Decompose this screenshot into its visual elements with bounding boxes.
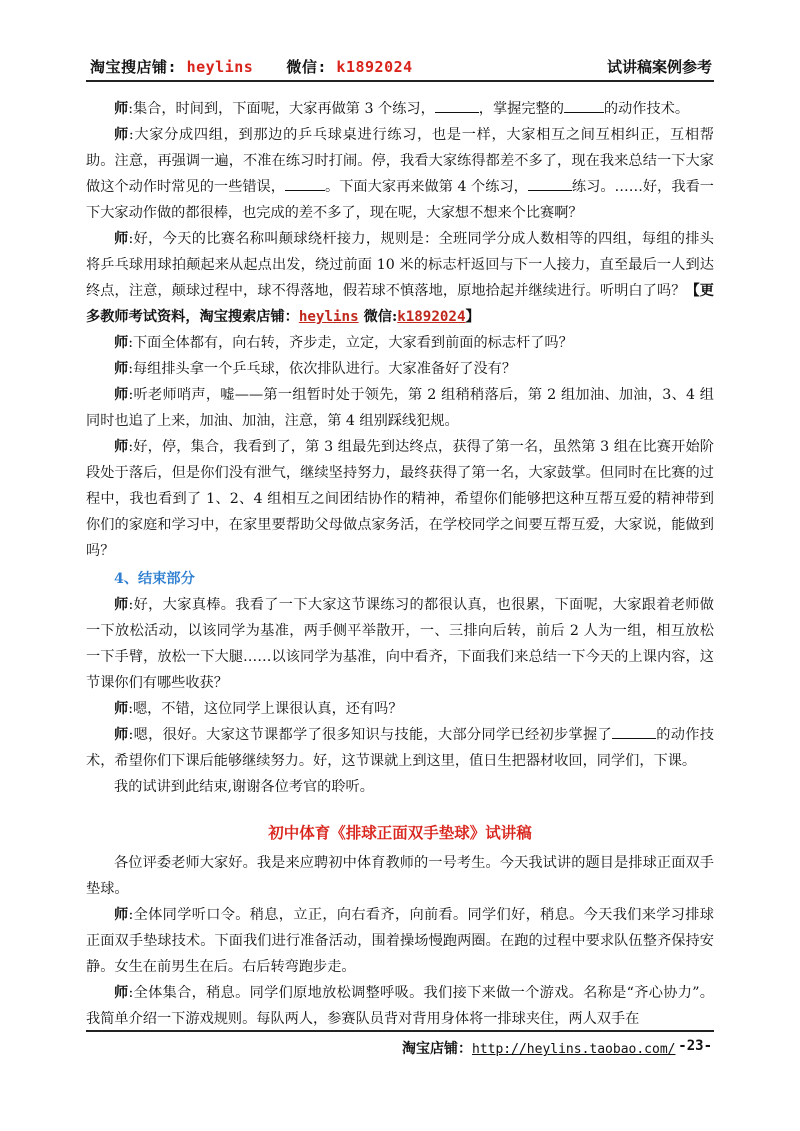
fill-blank [564,98,604,113]
paragraph-text: :好，大家真棒。我看了一下大家这节课练习的都很认真，也很累，下面呢，大家跟着老师做一下放松活动，以该同学为基准，两手侧平举散开，一、三排向后转，前后 2 人为一组，相互放松一下手臂，放松一下大腿……以该同学为基准，向中看齐，下面我们来总结一下今天的上课内容，这节课你们有哪些收获？ [86,597,714,691]
closing-line: 我的试讲到此结束,谢谢各位考官的聆听。 [114,779,374,795]
paragraph-text: :好，今天的比赛名称叫颠球绕杆接力，规则是：全班同学分成人数相等的四组，每组的排头将乒乓球用球拍颠起来从起点出发，绕过前面 10 米的标志杆返回与下一人接力，直至最后一人到达终点，注意，颠球过程中，球不得落地，假若球不慎落地，原地拾起并继续进行。听明白了吗？ [86,231,714,299]
page-footer [86,1030,714,1058]
footer-label: 淘宝店铺： [402,1041,472,1057]
paragraph-text: :每组排头拿一个乒乓球，依次排队进行。大家准备好了没有？ [128,361,517,377]
speaker-label: 师 [114,335,129,351]
speaker-label: 师 [114,127,129,143]
speaker-label: 师 [114,701,129,717]
paragraph [86,226,714,330]
paragraph-text: 练习。……好，我看一下大家动作做的都很棒，也完成的差不多了，现在呢，大家想不想来个比赛啊？ [86,179,714,221]
paragraph-text: :全体同学听口令。稍息，立正，向右看齐，向前看。同学们好，稍息。今天我们来学习排球正面双手垫球技术。下面我们进行准备活动，围着操场慢跑两圈。在跑的过程中要求队伍整齐保持安静。女生在前男生在后。右后转弯跑步走。 [86,907,714,975]
speaker-label: 师 [114,597,129,613]
promo-wechat-link[interactable]: k1892024 [397,309,466,325]
paragraph [86,96,714,122]
speaker-label: 师 [114,439,129,455]
document-title: 初中体育《排球正面双手垫球》试讲稿 [268,823,532,842]
fill-blank [528,176,572,191]
paragraph [86,434,714,564]
speaker-label: 师 [114,985,129,1001]
promo-shop-link[interactable]: heylins [298,309,359,325]
speaker-label: 师 [114,231,129,247]
fill-blank [612,724,656,739]
intro-paragraph: 各位评委老师大家好。我是来应聘初中体育教师的一号考生。今天我试讲的题目是排球正面双手垫球。 [86,855,714,897]
header-shop-info [90,56,413,77]
wechat-id: k1892024 [336,58,413,76]
speaker-label: 师 [114,387,129,403]
document-body [86,96,714,1032]
paragraph-text: 的动作技术。 [603,101,690,117]
section-heading: 4、结束部分 [114,571,195,587]
paragraph-text: :听老师哨声，嘘——第一组暂时处于领先，第 2 组稍稍落后，第 2 组加油、加油，3、4 组同时也追了上来，加油、加油，注意，第 4 组别踩线犯规。 [86,387,714,429]
paragraph [86,902,714,980]
paragraph-text: ，掌握完整的 [478,101,564,117]
paragraph-text: :嗯，很好。大家这节课都学了很多知识与技能，大部分同学已经初步掌握了 [128,727,612,743]
paragraph [86,722,714,774]
paragraph [86,122,714,226]
shop-label: 淘宝搜店铺: [90,58,178,76]
footer-shop [402,1038,676,1058]
paragraph [86,980,714,1032]
fill-blank [285,176,325,191]
paragraph [86,696,714,722]
paragraph-text: :好，停，集合，我看到了，第 3 组最先到达终点，获得了第一名，虽然第 3 组在比赛开始阶段处于落后，但是你们没有泄气，继续坚持努力，最终获得了第一名，大家鼓掌。但同时在比赛的过程中，我也看到了 1、2、4 组相互之间团结协作的精神，希望你们能够把这种互帮互爱的精神带到你们的家庭和学习中，在家里要帮助父母做点家务活，在学校同学之间要互帮互爱，大家说，能做到吗？ [86,439,714,559]
paragraph [86,330,714,356]
paragraph [86,356,714,382]
speaker-label: 师 [114,361,129,377]
page-number: -23- [678,1038,712,1054]
paragraph-text: 。下面大家再来做第 4 个练习， [324,179,528,195]
shop-name: heylins [186,58,254,76]
footer-url-link[interactable]: http://heylins.taobao.com/ [472,1042,676,1057]
wechat-label: 微信: [286,58,327,76]
speaker-label: 师 [114,101,129,117]
fill-blank [435,98,479,113]
paragraph-text: :嗯，不错，这位同学上课很认真，还有吗？ [128,701,403,717]
promo-suffix: 】 [465,309,480,325]
page-header [86,52,714,82]
paragraph [86,382,714,434]
speaker-label: 师 [114,727,129,743]
promo-prefix: 【更多教师考试资料，淘宝搜索店铺： [86,283,714,325]
speaker-label: 师 [114,907,129,923]
header-title: 试讲稿案例参考 [606,58,712,76]
paragraph-text: :大家分成四组，到那边的乒乓球桌进行练习，也是一样，大家相互之间互相纠正，互相帮助。注意，再强调一遍，不准在练习时打闹。停，我看大家练得都差不多了，现在我来总结一下大家做这个动作时常见的一些错误， [86,127,714,195]
paragraph-text: :集合，时间到，下面呢，大家再做第 3 个练习， [128,101,435,117]
promo-wechat-label: 微信: [358,309,398,325]
paragraph [86,592,714,696]
paragraph-text: :下面全体都有，向右转，齐步走，立定，大家看到前面的标志杆了吗？ [128,335,573,351]
paragraph-text: 的动作技术，希望你们下课后能够继续努力。好，这节课就上到这里，值日生把器材收回，同学们，下课。 [86,727,714,769]
paragraph-text: :全体集合，稍息。同学们原地放松调整呼吸。我们接下来做一个游戏。名称是“齐心协力”。我简单介绍一下游戏规则。每队两人，参赛队员背对背用身体将一排球夹住，两人双手在 [86,985,714,1027]
